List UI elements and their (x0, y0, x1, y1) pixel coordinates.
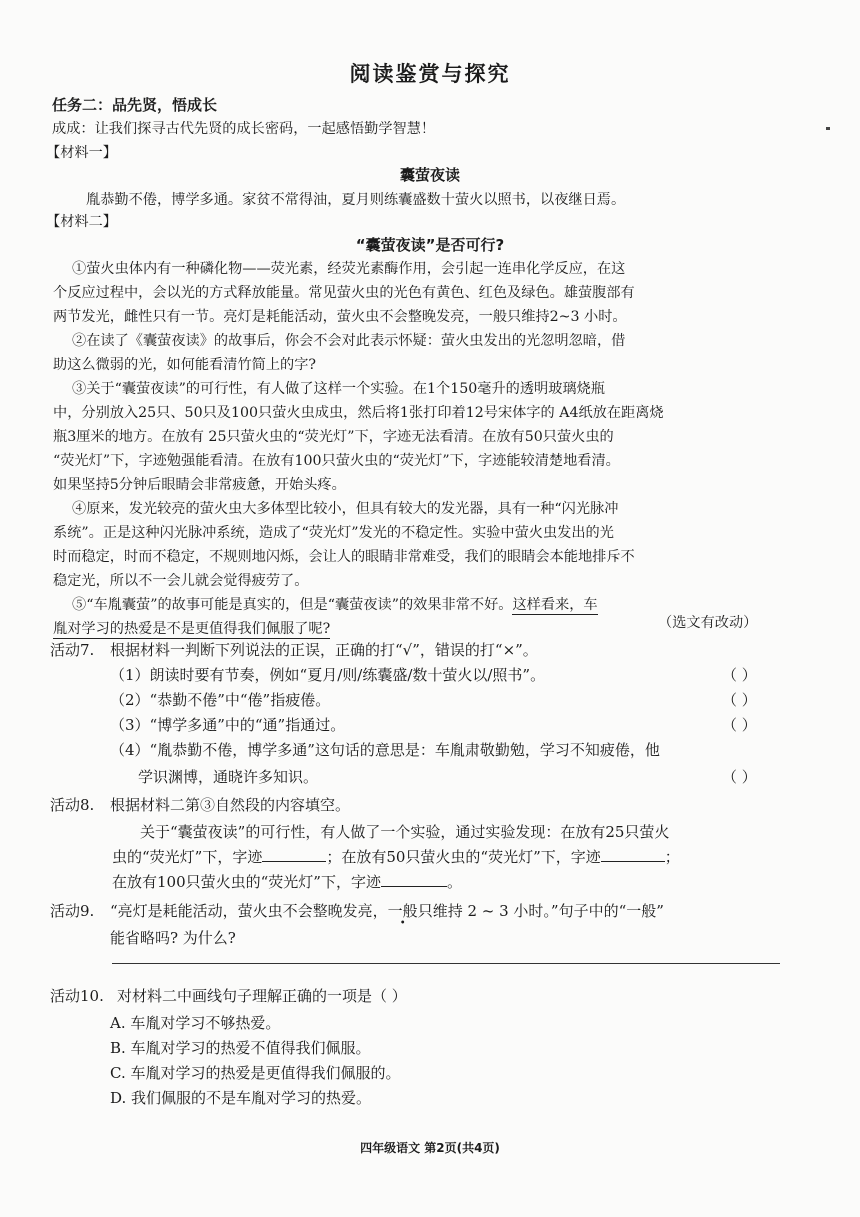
activity8-label: 活动8. (50, 796, 95, 814)
m2-line-11: ④原来，发光较亮的萤火虫大多体型比较小，但具有较大的发光器，具有一种“闪光脉冲 (72, 501, 619, 517)
m2-line-3: 两节发光，雌性只有一节。亮灯是耗能活动，萤火虫不会整晚发亮，一般只维持2~3 小时。 (53, 309, 627, 325)
activity7-item-4-cont: 学识渊博，通晓许多知识。 (138, 768, 319, 786)
fill-blank-100[interactable] (381, 872, 447, 887)
activity9-line-2: 能省略吗? 为什么? (110, 929, 236, 947)
activity7-prompt: 根据材料一判断下列说法的正误，正确的打“√”，错误的打“×”。 (110, 641, 538, 659)
activity8-prompt: 根据材料二第③自然段的内容填空。 (110, 796, 351, 814)
material2-title: “囊萤夜读”是否可行? (355, 236, 505, 254)
fill-blank-25[interactable] (262, 847, 326, 862)
m2-line-9: “荧光灯”下，字迹勉强能看清。在放有100只萤火虫的“荧光灯”下，字迹能较清楚地看清。 (53, 453, 620, 469)
activity9-line-1 (110, 900, 664, 921)
answer-line[interactable] (112, 963, 780, 964)
m2-line-4: ②在读了《囊萤夜读》的故事后，你会不会对此表示怀疑：萤火虫发出的光忽明忽暗，借 (72, 333, 626, 349)
task-heading: 任务二：品先贤，悟成长 (52, 96, 218, 114)
material2-label: 【材料二】 (46, 214, 117, 230)
answer-paren-2[interactable]: （ ） (722, 691, 757, 709)
underlined-sentence-part2: 胤对学习的热爱是不是更值得我们佩服了呢? (53, 621, 331, 637)
activity8-line-3 (112, 871, 462, 892)
m2-line-12: 系统”。正是这种闪光脉冲系统，造成了“荧光灯”发光的不稳定性。实验中萤火虫发出的光 (53, 525, 614, 541)
m2-para5-text: ⑤“车胤囊萤”的故事可能是真实的，但是“囊萤夜读”的效果非常不好。 (72, 597, 513, 613)
activity7-label: 活动7. (50, 641, 95, 659)
underlined-sentence-part1: 这样看来，车 (512, 597, 598, 613)
option-b[interactable]: B. 车胤对学习的热爱不值得我们佩服。 (110, 1039, 371, 1057)
answer-paren-3[interactable]: （ ） (722, 716, 757, 734)
activity8-line-3a: 在放有100只萤火虫的“荧光灯”下，字迹 (112, 873, 381, 891)
option-c[interactable]: C. 车胤对学习的热爱是更值得我们佩服的。 (110, 1064, 401, 1082)
material1-text: 胤恭勤不倦，博学多通。家贫不常得油，夏月则练囊盛数十萤火以照书，以夜继日焉。 (86, 192, 626, 208)
emphasized-word: 一般 (387, 902, 418, 920)
answer-paren-1[interactable]: （ ） (722, 666, 757, 684)
activity7-item-4: （4）“胤恭勤不倦，博学多通”这句话的意思是：车胤肃敬勤勉，学习不知疲倦，他 (110, 741, 660, 759)
intro-text: 成成：让我们探寻古代先贤的成长密码，一起感悟勤学智慧！ (52, 121, 436, 137)
material1-label: 【材料一】 (46, 145, 117, 161)
m2-line-7: 中，分别放入25只、50只及100只萤火虫成虫，然后将1张打印着12号宋体字的 A4纸放在距离烧 (53, 405, 664, 421)
m2-line-13: 时而稳定，时而不稳定，不规则地闪烁，会让人的眼睛非常难受，我们的眼睛会本能地排斥不 (53, 549, 635, 565)
answer-paren-4[interactable]: （ ） (722, 768, 757, 786)
activity8-line-3b: 。 (446, 873, 462, 891)
option-d[interactable]: D. 我们佩服的不是车胤对学习的热爱。 (110, 1089, 372, 1107)
activity9-line-1a: “亮灯是耗能活动，萤火虫不会整晚发亮， (110, 902, 388, 920)
m2-line-14: 稳定光，所以不一会儿就会觉得疲劳了。 (53, 573, 309, 589)
source-note: （选文有改动） (658, 615, 758, 631)
activity10-label: 活动10. (50, 987, 104, 1005)
material1-title: 囊萤夜读 (399, 166, 460, 184)
m2-line-5: 助这么微弱的光，如何能看清竹简上的字? (53, 357, 316, 373)
activity10-prompt: 对材料二中画线句子理解正确的一项是（ ） (117, 987, 407, 1005)
activity8-line-2a: 虫的“荧光灯”下，字迹 (112, 848, 263, 866)
m2-line-1: ①萤火虫体内有一种磷化物——荧光素，经荧光素酶作用，会引起一连串化学反应，在这 (72, 261, 626, 277)
m2-line-8: 瓶3厘米的地方。在放有 25只萤火虫的“荧光灯”下，字迹无法看清。在放有50只萤火虫的 (53, 429, 614, 445)
m2-line-2: 个反应过程中，会以光的方式释放能量。常见萤火虫的光色有黄色、红色及绿色。雄萤腹部有 (53, 285, 635, 301)
activity7-item-1: （1）朗读时要有节奏，例如“夏月/则/练囊盛/数十萤火以/照书”。 (110, 666, 546, 684)
page-title: 阅读鉴赏与探究 (349, 61, 511, 86)
activity9-label: 活动9. (50, 902, 95, 920)
activity7-item-3: （3）“博学多通”中的“通”指通过。 (110, 716, 346, 734)
fill-blank-50[interactable] (601, 847, 665, 862)
scan-speck (826, 127, 830, 130)
m2-line-10: 如果坚持5分钟后眼睛会非常疲惫，开始头疼。 (53, 477, 346, 493)
page-footer: 四年级语文 第2页(共4页) (360, 1141, 500, 1155)
activity8-line-2c: ； (664, 848, 680, 866)
activity7-item-2: （2）“恭勤不倦”中“倦”指疲倦。 (110, 691, 331, 709)
activity8-line-2b: ；在放有50只萤火虫的“荧光灯”下，字迹 (326, 848, 601, 866)
activity8-line-1: 关于“囊萤夜读”的可行性，有人做了一个实验，通过实验发现：在放有25只萤火 (140, 823, 670, 841)
option-a[interactable]: A. 车胤对学习不够热爱。 (110, 1014, 281, 1032)
m2-line-6: ③关于“囊萤夜读”的可行性，有人做了这样一个实验。在1个150毫升的透明玻璃烧瓶 (72, 381, 605, 397)
activity9-line-1c: 只维持 2 ~ 3 小时。”句子中的“一般” (417, 902, 664, 920)
activity8-line-2 (112, 846, 680, 867)
